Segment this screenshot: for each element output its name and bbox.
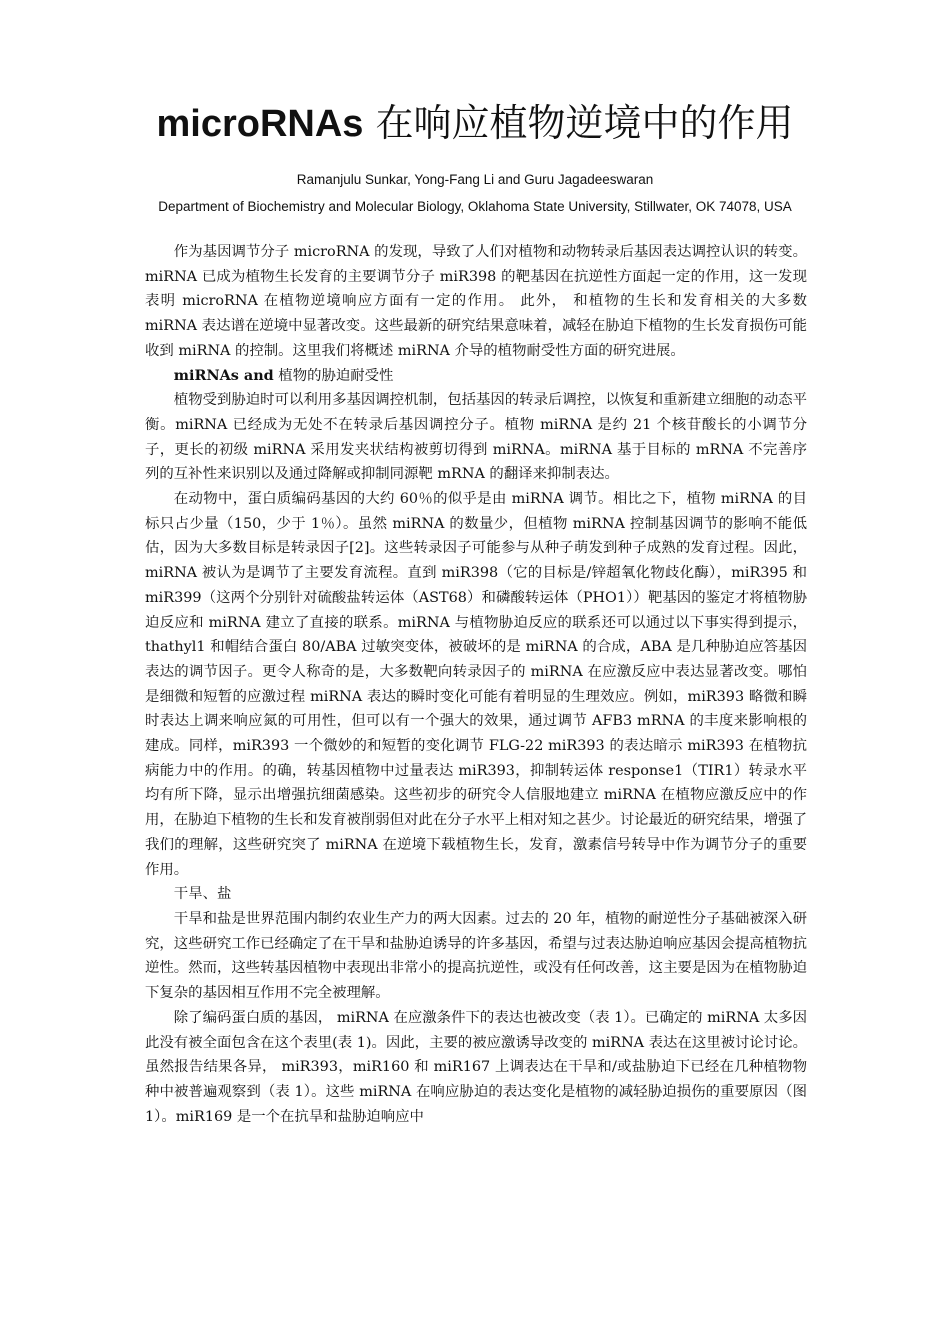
section-heading-rest: 植物的胁迫耐受性 — [273, 367, 394, 384]
title-latin: microRNAs — [156, 103, 364, 145]
paragraph-protein-genes: 除了编码蛋白质的基因， miRNA 在应激条件下的表达也被改变（表 1）。已确定的 miRNA 太多因此没有被全面包含在这个表里(表 1)。因此，主要的被应激诱导改变的 miRNA 表达在这里被讨论讨论。虽然报告结果各异， miR393，miR160 和 miR167 上调表达在干旱和/或盐胁迫下已经在几种植物物种中被普遍观察到（表 1）。这些 miRNA 在响应胁迫的表达变化是植物的减轻胁迫损伤的重要原因（图 1）。miR169 是一个在抗旱和盐胁迫响应中 — [145, 1009, 807, 1125]
paragraph-intro: 作为基因调节分子 microRNA 的发现，导致了人们对植物和动物转录后基因表达调控认识的转变。miRNA 已成为植物生长发育的主要调节分子 miR398 的靶基因在抗逆性方面起一定的作用，这一发现表明 microRNA 在植物逆境响应方面有一定的作用。 此外， 和植物的生长和发育相关的大多数 miRNA 表达谱在逆境中显著改变。这些最新的研究结果意味着，减轻在胁迫下植物的生长发育损伤可能收到 miRNA 的控制。这里我们将概述 miRNA 介导的植物耐受性方面的研究进展。 — [145, 244, 807, 359]
article-body — [145, 240, 807, 1129]
author-list: Ramanjulu Sunkar, Yong-Fang Li and Guru Jagadeeswaran — [296, 172, 654, 187]
page-title — [0, 96, 950, 151]
paragraph-drought-salt: 干旱和盐是世界范围内制约农业生产力的两大因素。过去的 20 年，植物的耐逆性分子基础被深入研究，这些研究工作已经确定了在干旱和盐胁迫诱导的许多基因，希望与过表达胁迫响应基因会提高植物抗逆性。然而，这些转基因植物中表现出非常小的提高抗逆性，或没有任何改善，这主要是因为在植物胁迫下复杂的基因相互作用不完全被理解。 — [145, 910, 807, 1002]
affiliation: Department of Biochemistry and Molecular Biology, Oklahoma State University, Stillwater, OK 74078, USA — [158, 199, 792, 214]
section-heading-bold: miRNAs and — [173, 366, 274, 384]
section-heading-stress-tolerance — [145, 364, 807, 389]
title-chinese: 在响应植物逆境中的作用 — [363, 101, 794, 145]
paragraph-regulation: 植物受到胁迫时可以利用多基因调控机制，包括基因的转录后调控，以恢复和重新建立细胞的动态平衡。miRNA 已经成为无处不在转录后基因调控分子。植物 miRNA 是约 21 个核苷酸长的小调节分子，更长的初级 miRNA 采用发夹状结构被剪切得到 miRNA。miRNA 基于目标的 mRNA 不完善序列的互补性来识别以及通过降解或抑制同源靶 mRNA 的翻译来抑制表达。 — [145, 392, 807, 483]
paragraph-animals-plants: 在动物中，蛋白质编码基因的大约 60％的似乎是由 miRNA 调节。相比之下，植物 miRNA 的目标只占少量（150，少于 1％）。虽然 miRNA 的数量少，但植物 miRNA 控制基因调节的影响不能低估，因为大多数目标是转录因子[2]。这些转录因子可能参与从种子萌发到种子成熟的发育过程。因此，miRNA 被认为是调节了主要发育流程。直到 miR398（它的目标是/锌超氧化物歧化酶），miR395 和 miR399（这两个分别针对硫酸盐转运体（AST68）和磷酸转运体（PHO1））靶基因的鉴定才将植物胁迫反应和 miRNA 建立了直接的联系。miRNA 与植物胁迫反应的联系还可以通过以下事实得到提示，thathyl1 和帽结合蛋白 80/ABA 过敏突变体，被破坏的是 miRNA 的合成，ABA 是几种胁迫应答基因表达的调节因子。更令人称奇的是，大多数靶向转录因子的 miRNA 在应激反应中表达显著改变。哪怕是细微和短暂的应激过程 miRNA 表达的瞬时变化可能有着明显的生理效应。例如，miR393 略微和瞬时表达上调来响应氮的可用性，但可以有一个强大的效果，通过调节 AFB3 mRNA 的丰度来影响根的建成。同样，miR393 一个微妙的和短暂的变化调节 FLG-22 miR393 的表达暗示 miR393 在植物抗病能力中的作用。的确，转基因植物中过量表达 miR393，抑制转运体 response1（TIR1）转录水平均有所下降，显示出增强抗细菌感染。这些初步的研究令人信服地建立 miRNA 在植物应激反应中的作用，在胁迫下植物的生长和发育被削弱但对此在分子水平上相对知之甚少。讨论最近的研究结果，增强了我们的理解，这些研究突了 miRNA 在逆境下载植物生长，发育，激素信号转导中作为调节分子的重要作用。 — [145, 491, 807, 878]
section-heading-drought-salt: 干旱、盐 — [173, 886, 232, 903]
